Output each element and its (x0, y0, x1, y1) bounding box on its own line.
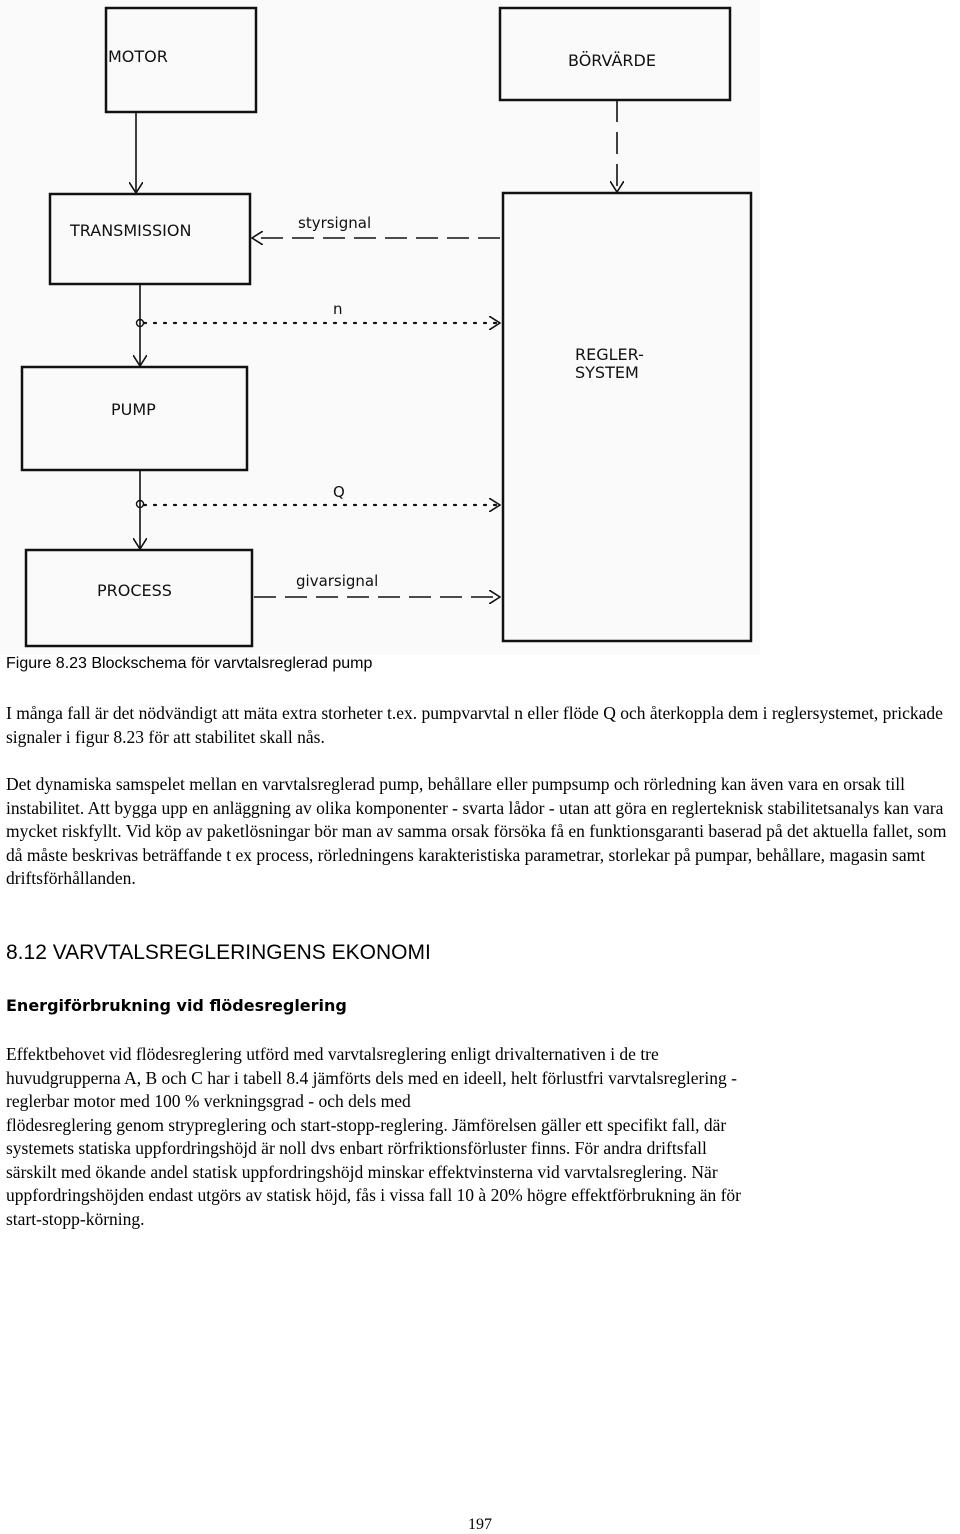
paragraph-3-line: huvudgrupperna A, B och C har i tabell 8.4 jämförts dels med en ideell, helt förlustfri varvtalsreglering - (6, 1067, 737, 1088)
motor-label: MOTOR (108, 47, 168, 66)
block-diagram (0, 0, 760, 655)
q-label: Q (333, 483, 345, 501)
paragraph-1: I många fall är det nödvändigt att mäta extra storheter t.ex. pumpvarvtal n eller flöde Q och återkoppla dem i reglersystemet, prickade signaler i figur 8.23 för att stabilitet skall nås. (6, 703, 943, 747)
borvarde-label: BÖRVÄRDE (568, 51, 656, 70)
process-label: PROCESS (97, 581, 172, 600)
paragraph-3-line: systemets statiska uppfordringshöjd är noll dvs enbart rörfriktionsförluster finns. För andra driftsfall (6, 1138, 707, 1158)
styrsignal-label: styrsignal (298, 214, 372, 232)
paragraph-3-line: uppfordringshöjden endast utgörs av statisk höjd, fås i vissa fall 10 à 20% högre effektförbrukning än för (6, 1185, 741, 1205)
sub-heading: Energiförbrukning vid flödesreglering (6, 996, 347, 1015)
paragraph-3-line: särskilt med ökande andel statisk uppfordringshöjd minskar effektvinsterna vid varvtalsreglering. När (6, 1161, 718, 1182)
n-label: n (333, 300, 343, 318)
page-number: 197 (468, 1516, 492, 1533)
paragraph-2: Det dynamiska samspelet mellan en varvtalsreglerad pump, behållare eller pumpsump och rörledning kan även vara en orsak till instabilitet. Att bygga upp en anläggning av olika komponenter - svarta lådor - utan att göra en reglerteknisk stabilitetsanalys kan vara mycket riskfyllt. Vid köp av paketlösningar bör man av samma orsak försöka få en funktionsgaranti baserad på det aktuella fallet, som då måste beskrivas beträffande t ex process, rörledningens karakteristiska parametrar, storlekar på pumpar, behållare, magasin samt driftsförhållanden. (6, 774, 947, 888)
reglersystem-block (503, 193, 751, 641)
reglersystem-label-line1: REGLER- (575, 345, 644, 364)
paragraph-3-line: Effektbehovet vid flödesreglering utförd med varvtalsreglering enligt drivalternativen i de tre (6, 1044, 659, 1064)
paragraph-3-line: start-stopp-körning. (6, 1208, 145, 1229)
block-diagram-figure (0, 0, 760, 655)
figure-caption: Figure 8.23 Blockschema för varvtalsreglerad pump (6, 655, 373, 672)
givarsignal-label: givarsignal (296, 572, 379, 590)
pump-label: PUMP (111, 400, 156, 419)
paragraph-3-line: flödesreglering genom strypreglering och start-stopp-reglering. Jämförelsen gäller ett specifikt fall, där (6, 1114, 727, 1135)
paragraph-3-line: reglerbar motor med 100 % verkningsgrad - och dels med (6, 1091, 411, 1111)
paragraph-3 (6, 1043, 956, 1231)
reglersystem-label-line2: SYSTEM (575, 363, 639, 382)
section-heading: 8.12 VARVTALSREGLERINGENS EKONOMI (6, 941, 431, 964)
transmission-label: TRANSMISSION (70, 221, 192, 240)
